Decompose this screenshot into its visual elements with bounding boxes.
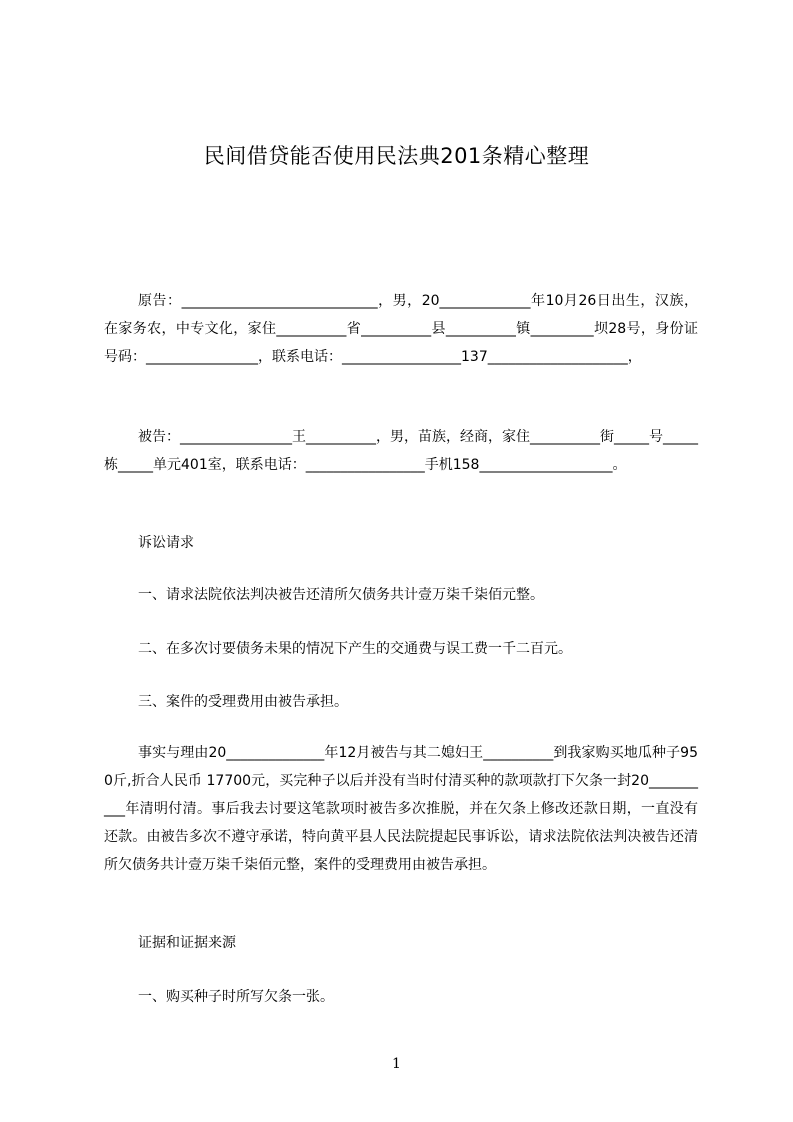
facts-paragraph: 事实与理由20______________年12月被告与其二媳妇王__________到我家购买地瓜种子950斤,折合人民币 17700元，买完种子以后并没有当时付清买种的款项款打下欠条一封20__________年清明付清。事后我去讨要这笔款项时被告多次推脱，并在欠条上修改还款日期，一直没有还款。由被告多次不遵守承诺，特向黄平县人民法院提起民事诉讼，请求法院依法判决被告还清所欠债务共计壹万柒千柒佰元整，案件的受理费用由被告承担。	[104, 745, 698, 873]
evidence-heading: 证据和证据来源	[138, 935, 236, 951]
claims-heading: 诉讼请求	[138, 535, 194, 551]
document-title: 民间借贷能否使用民法典201条精心整理	[203, 144, 590, 168]
defendant-paragraph: 被告：________________王__________，男，苗族，经商，家住__________街_____号_____栋_____单元401室，联系电话：_________________手机158___________________。	[104, 429, 698, 473]
claim-item-3: 三、案件的受理费用由被告承担。	[138, 694, 348, 710]
claim-item-1: 一、请求法院依法判决被告还清所欠债务共计壹万柒千柒佰元整。	[138, 587, 544, 603]
claim-item-2: 二、在多次讨要债务未果的情况下产生的交通费与误工费一千二百元。	[138, 641, 572, 657]
evidence-item-1: 一、购买种子时所写欠条一张。	[138, 989, 334, 1005]
page-number: 1	[392, 1056, 401, 1072]
plaintiff-paragraph: 原告：____________________________，男，20_____________年10月26日出生，汉族，在家务农，中专文化，家住__________省__________县__________镇_________坝28号，身份证号码：________________，联系电话：_________________137____________________，	[104, 293, 698, 365]
